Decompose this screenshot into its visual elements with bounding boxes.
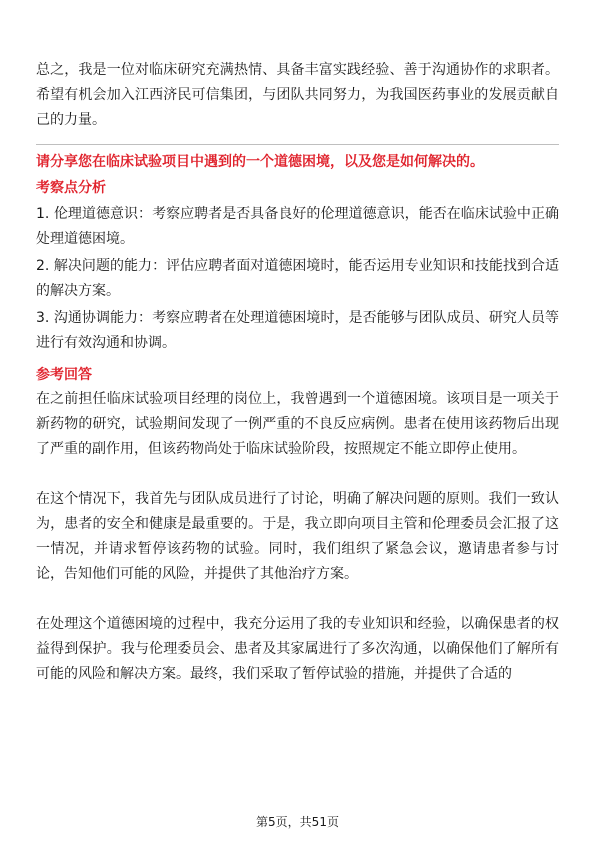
answer-paragraph: 在之前担任临床试验项目经理的岗位上，我曾遇到一个道德困境。该项目是一项关于新药物的研究，试验期间发现了一例严重的不良反应病例。患者在使用该药物后出现了严重的副作用，但该药物尚处于临床试验阶段，按照规定不能立即停止使用。: [36, 391, 559, 457]
answer-heading: 参考回答: [36, 367, 92, 383]
document-page: [36, 58, 559, 687]
list-item: 2. 解决问题的能力：评估应聘者面对道德困境时，能否运用专业知识和技能找到合适的解决方案。: [36, 258, 559, 299]
page-number: 第5页，共51页: [256, 815, 339, 829]
points-list: [36, 202, 559, 356]
answer-paragraph: 在这个情况下，我首先与团队成员进行了讨论，明确了解决问题的原则。我们一致认为，患者的安全和健康是最重要的。于是，我立即向项目主管和伦理委员会汇报了这一情况，并请求暂停该药物的试验。同时，我们组织了紧急会议，邀请患者参与讨论，告知他们可能的风险，并提供了其他治疗方案。: [36, 491, 559, 582]
section-divider: [36, 144, 559, 145]
list-item: 3. 沟通协调能力：考察应聘者在处理道德困境时，是否能够与团队成员、研究人员等进行有效沟通和协调。: [36, 310, 559, 351]
answer-body: [36, 387, 559, 687]
interview-question: 请分享您在临床试验项目中遇到的一个道德困境，以及您是如何解决的。: [36, 154, 484, 170]
answer-paragraph: 在处理这个道德困境的过程中，我充分运用了我的专业知识和经验，以确保患者的权益得到保护。我与伦理委员会、患者及其家属进行了多次沟通，以确保他们了解所有可能的风险和解决方案。最终，我们采取了暂停试验的措施，并提供了合适的: [36, 616, 559, 682]
list-item: 1. 伦理道德意识：考察应聘者是否具备良好的伦理道德意识，能否在临床试验中正确处理道德困境。: [36, 206, 559, 247]
points-heading: 考察点分析: [36, 180, 106, 196]
intro-paragraph: 总之，我是一位对临床研究充满热情、具备丰富实践经验、善于沟通协作的求职者。希望有机会加入江西济民可信集团，与团队共同努力，为我国医药事业的发展贡献自己的力量。: [36, 62, 559, 128]
